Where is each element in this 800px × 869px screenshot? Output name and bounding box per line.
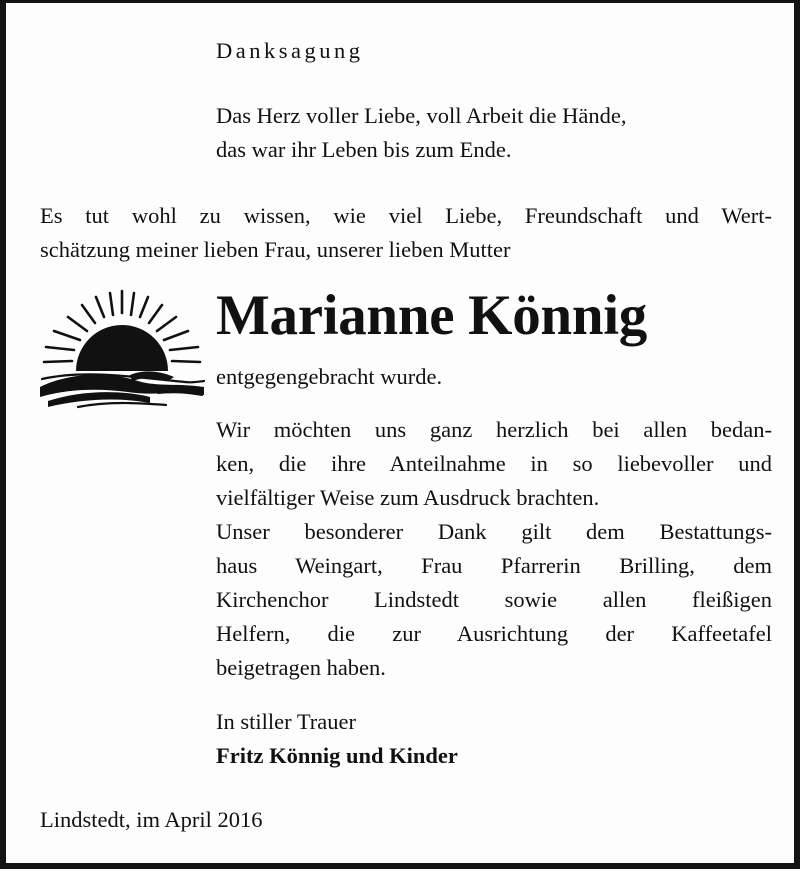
notice-heading: Danksagung <box>216 38 364 63</box>
rising-sun-over-hills-icon <box>38 283 206 417</box>
intro-line: schätzung meiner lieben Frau, unserer lieben Mutter <box>40 237 511 262</box>
intro-text <box>40 199 772 267</box>
body-line: vielfältiger Weise zum Ausdruck brachten. <box>216 485 600 510</box>
body-line: ken, die ihre Anteilnahme in so liebevoller und <box>216 451 772 476</box>
body-line: Kirchenchor Lindstedt sowie allen fleißigen <box>216 587 772 612</box>
body-line: Unser besonderer Dank gilt dem Bestattungs- <box>216 519 772 544</box>
signature: Fritz Könnig und Kinder <box>216 743 458 768</box>
intro-line: Es tut wohl zu wissen, wie viel Liebe, Freundschaft und Wert- <box>40 203 772 228</box>
memorial-verse <box>216 99 626 167</box>
body-line: haus Weingart, Frau Pfarrerin Brilling, dem <box>216 553 772 578</box>
place-date: Lindstedt, im April 2016 <box>40 807 263 832</box>
body-line: beigetragen haben. <box>216 655 386 680</box>
closing-phrase: In stiller Trauer <box>216 709 356 734</box>
body-line: Helfern, die zur Ausrichtung der Kaffeetafel <box>216 621 772 646</box>
deceased-name: Marianne Könnig <box>216 284 647 347</box>
after-name-text: entgegengebracht wurde. <box>216 364 443 389</box>
memorial-verse-line: Das Herz voller Liebe, voll Arbeit die Hände, <box>216 103 627 128</box>
body-line: Wir möchten uns ganz herzlich bei allen bedan- <box>216 417 772 442</box>
thanks-body <box>216 413 772 685</box>
memorial-verse-line: das war ihr Leben bis zum Ende. <box>216 137 512 162</box>
